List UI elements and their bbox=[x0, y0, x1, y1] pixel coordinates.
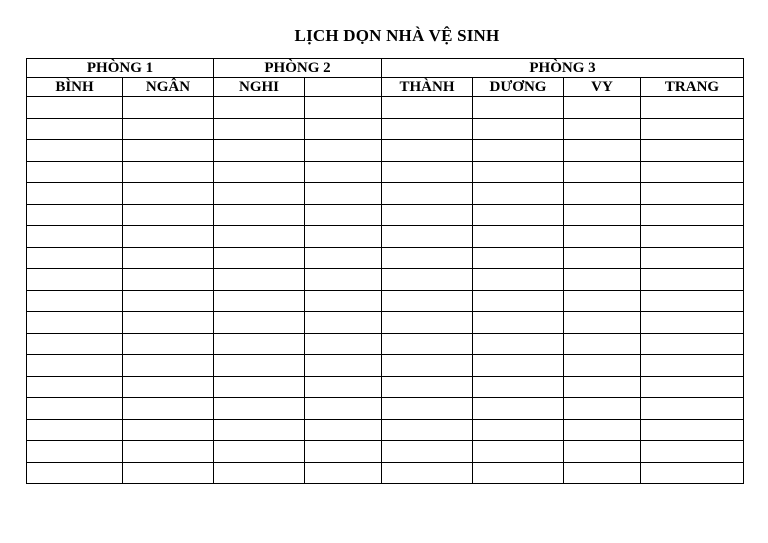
schedule-cell bbox=[564, 441, 641, 463]
schedule-cell bbox=[27, 290, 123, 312]
schedule-cell bbox=[382, 140, 473, 162]
schedule-cell bbox=[382, 312, 473, 334]
schedule-cell bbox=[214, 118, 305, 140]
schedule-cell bbox=[641, 269, 744, 291]
schedule-cell bbox=[214, 183, 305, 205]
schedule-cell bbox=[305, 140, 382, 162]
schedule-cell bbox=[564, 161, 641, 183]
schedule-cell bbox=[305, 226, 382, 248]
member-header: THÀNH bbox=[382, 78, 473, 97]
schedule-cell bbox=[564, 398, 641, 420]
schedule-cell bbox=[641, 118, 744, 140]
schedule-cell bbox=[641, 204, 744, 226]
schedule-cell bbox=[641, 355, 744, 377]
schedule-cell bbox=[123, 97, 214, 119]
schedule-cell bbox=[564, 355, 641, 377]
schedule-cell bbox=[564, 97, 641, 119]
schedule-cell bbox=[564, 419, 641, 441]
schedule-cell bbox=[123, 441, 214, 463]
table-row bbox=[27, 118, 744, 140]
page-title: LỊCH DỌN NHÀ VỆ SINH bbox=[294, 26, 500, 45]
schedule-cell bbox=[214, 333, 305, 355]
schedule-cell bbox=[27, 398, 123, 420]
room-header-row bbox=[27, 59, 744, 78]
table-row bbox=[27, 290, 744, 312]
schedule-cell bbox=[123, 355, 214, 377]
schedule-cell bbox=[473, 97, 564, 119]
schedule-cell bbox=[564, 462, 641, 484]
schedule-cell bbox=[123, 183, 214, 205]
schedule-cell bbox=[564, 290, 641, 312]
schedule-cell bbox=[27, 118, 123, 140]
schedule-cell bbox=[214, 226, 305, 248]
member-header-row bbox=[27, 78, 744, 97]
schedule-cell bbox=[123, 398, 214, 420]
schedule-cell bbox=[382, 462, 473, 484]
schedule-cell bbox=[123, 376, 214, 398]
member-header: BÌNH bbox=[27, 78, 123, 97]
schedule-cell bbox=[123, 204, 214, 226]
schedule-cell bbox=[27, 226, 123, 248]
schedule-cell bbox=[473, 161, 564, 183]
schedule-cell bbox=[473, 355, 564, 377]
schedule-cell bbox=[382, 161, 473, 183]
table-row bbox=[27, 140, 744, 162]
table-row bbox=[27, 398, 744, 420]
schedule-cell bbox=[641, 333, 744, 355]
schedule-cell bbox=[27, 312, 123, 334]
schedule-cell bbox=[641, 441, 744, 463]
schedule-cell bbox=[214, 247, 305, 269]
schedule-cell bbox=[473, 398, 564, 420]
table-row bbox=[27, 269, 744, 291]
schedule-cell bbox=[641, 226, 744, 248]
schedule-cell bbox=[382, 333, 473, 355]
schedule-cell bbox=[27, 161, 123, 183]
room-header-3: PHÒNG 3 bbox=[382, 59, 744, 78]
room-header-1: PHÒNG 1 bbox=[27, 59, 214, 78]
schedule-cell bbox=[123, 269, 214, 291]
schedule-cell bbox=[473, 419, 564, 441]
schedule-cell bbox=[305, 441, 382, 463]
table-row bbox=[27, 226, 744, 248]
schedule-cell bbox=[214, 290, 305, 312]
schedule-cell bbox=[27, 376, 123, 398]
schedule-cell bbox=[564, 140, 641, 162]
schedule-cell bbox=[123, 247, 214, 269]
member-header: VY bbox=[564, 78, 641, 97]
schedule-cell bbox=[123, 226, 214, 248]
table-row bbox=[27, 312, 744, 334]
schedule-cell bbox=[564, 118, 641, 140]
schedule-cell bbox=[473, 183, 564, 205]
schedule-cell bbox=[305, 333, 382, 355]
schedule-cell bbox=[123, 312, 214, 334]
schedule-cell bbox=[473, 441, 564, 463]
schedule-cell bbox=[305, 204, 382, 226]
member-header: TRANG bbox=[641, 78, 744, 97]
schedule-cell bbox=[305, 290, 382, 312]
table-row bbox=[27, 97, 744, 119]
table-row bbox=[27, 183, 744, 205]
schedule-cell bbox=[641, 183, 744, 205]
schedule-cell bbox=[473, 462, 564, 484]
schedule-cell bbox=[473, 226, 564, 248]
schedule-cell bbox=[641, 462, 744, 484]
schedule-cell bbox=[641, 290, 744, 312]
schedule-cell bbox=[641, 140, 744, 162]
schedule-cell bbox=[382, 419, 473, 441]
schedule-cell bbox=[305, 355, 382, 377]
schedule-cell bbox=[564, 226, 641, 248]
schedule-cell bbox=[123, 161, 214, 183]
schedule-cell bbox=[641, 247, 744, 269]
schedule-cell bbox=[473, 290, 564, 312]
schedule-cell bbox=[27, 204, 123, 226]
schedule-cell bbox=[382, 269, 473, 291]
table-row bbox=[27, 355, 744, 377]
schedule-cell bbox=[27, 97, 123, 119]
schedule-cell bbox=[473, 140, 564, 162]
schedule-cell bbox=[214, 355, 305, 377]
schedule-cell bbox=[564, 376, 641, 398]
schedule-cell bbox=[305, 161, 382, 183]
table-row bbox=[27, 462, 744, 484]
schedule-cell bbox=[214, 462, 305, 484]
member-header bbox=[305, 78, 382, 97]
schedule-cell bbox=[641, 398, 744, 420]
schedule-cell bbox=[123, 118, 214, 140]
schedule-cell bbox=[473, 312, 564, 334]
schedule-cell bbox=[305, 376, 382, 398]
schedule-cell bbox=[123, 333, 214, 355]
schedule-cell bbox=[382, 183, 473, 205]
schedule-cell bbox=[305, 118, 382, 140]
member-header: NGÂN bbox=[123, 78, 214, 97]
schedule-cell bbox=[27, 355, 123, 377]
schedule-cell bbox=[305, 247, 382, 269]
schedule-cell bbox=[564, 204, 641, 226]
schedule-cell bbox=[382, 355, 473, 377]
schedule-cell bbox=[382, 204, 473, 226]
schedule-cell bbox=[214, 269, 305, 291]
schedule-cell bbox=[123, 140, 214, 162]
member-header: DƯƠNG bbox=[473, 78, 564, 97]
schedule-cell bbox=[214, 140, 305, 162]
schedule-cell bbox=[214, 376, 305, 398]
schedule-cell bbox=[27, 247, 123, 269]
table-row bbox=[27, 247, 744, 269]
schedule-cell bbox=[123, 419, 214, 441]
schedule-cell bbox=[564, 183, 641, 205]
table-row bbox=[27, 441, 744, 463]
table-row bbox=[27, 204, 744, 226]
member-header: NGHI bbox=[214, 78, 305, 97]
table-row bbox=[27, 333, 744, 355]
schedule-cell bbox=[473, 376, 564, 398]
schedule-cell bbox=[564, 269, 641, 291]
schedule-cell bbox=[382, 118, 473, 140]
schedule-cell bbox=[305, 462, 382, 484]
schedule-cell bbox=[214, 419, 305, 441]
schedule-cell bbox=[305, 398, 382, 420]
schedule-cell bbox=[641, 312, 744, 334]
schedule-cell bbox=[305, 183, 382, 205]
table-row bbox=[27, 376, 744, 398]
schedule-cell bbox=[123, 290, 214, 312]
schedule-cell bbox=[305, 419, 382, 441]
schedule-cell bbox=[473, 118, 564, 140]
schedule-cell bbox=[27, 333, 123, 355]
schedule-cell bbox=[305, 97, 382, 119]
schedule-cell bbox=[214, 398, 305, 420]
schedule-cell bbox=[641, 97, 744, 119]
schedule-cell bbox=[473, 204, 564, 226]
schedule-cell bbox=[382, 290, 473, 312]
table-row bbox=[27, 161, 744, 183]
schedule-cell bbox=[473, 269, 564, 291]
schedule-cell bbox=[27, 269, 123, 291]
schedule-body bbox=[27, 97, 744, 484]
schedule-cell bbox=[382, 97, 473, 119]
schedule-cell bbox=[564, 333, 641, 355]
cleaning-schedule-table bbox=[26, 58, 744, 484]
schedule-cell bbox=[123, 462, 214, 484]
schedule-cell bbox=[473, 247, 564, 269]
schedule-cell bbox=[27, 183, 123, 205]
schedule-cell bbox=[214, 204, 305, 226]
room-header-2: PHÒNG 2 bbox=[214, 59, 382, 78]
schedule-cell bbox=[305, 312, 382, 334]
schedule-cell bbox=[27, 441, 123, 463]
schedule-cell bbox=[214, 161, 305, 183]
schedule-cell bbox=[27, 140, 123, 162]
schedule-cell bbox=[473, 333, 564, 355]
schedule-cell bbox=[382, 398, 473, 420]
schedule-cell bbox=[27, 419, 123, 441]
schedule-cell bbox=[214, 312, 305, 334]
schedule-cell bbox=[214, 441, 305, 463]
table-row bbox=[27, 419, 744, 441]
schedule-cell bbox=[382, 441, 473, 463]
schedule-cell bbox=[27, 462, 123, 484]
schedule-cell bbox=[641, 376, 744, 398]
schedule-cell bbox=[382, 226, 473, 248]
schedule-cell bbox=[382, 376, 473, 398]
schedule-cell bbox=[564, 312, 641, 334]
schedule-cell bbox=[641, 161, 744, 183]
schedule-cell bbox=[214, 97, 305, 119]
schedule-cell bbox=[382, 247, 473, 269]
schedule-cell bbox=[564, 247, 641, 269]
schedule-cell bbox=[641, 419, 744, 441]
schedule-cell bbox=[305, 269, 382, 291]
